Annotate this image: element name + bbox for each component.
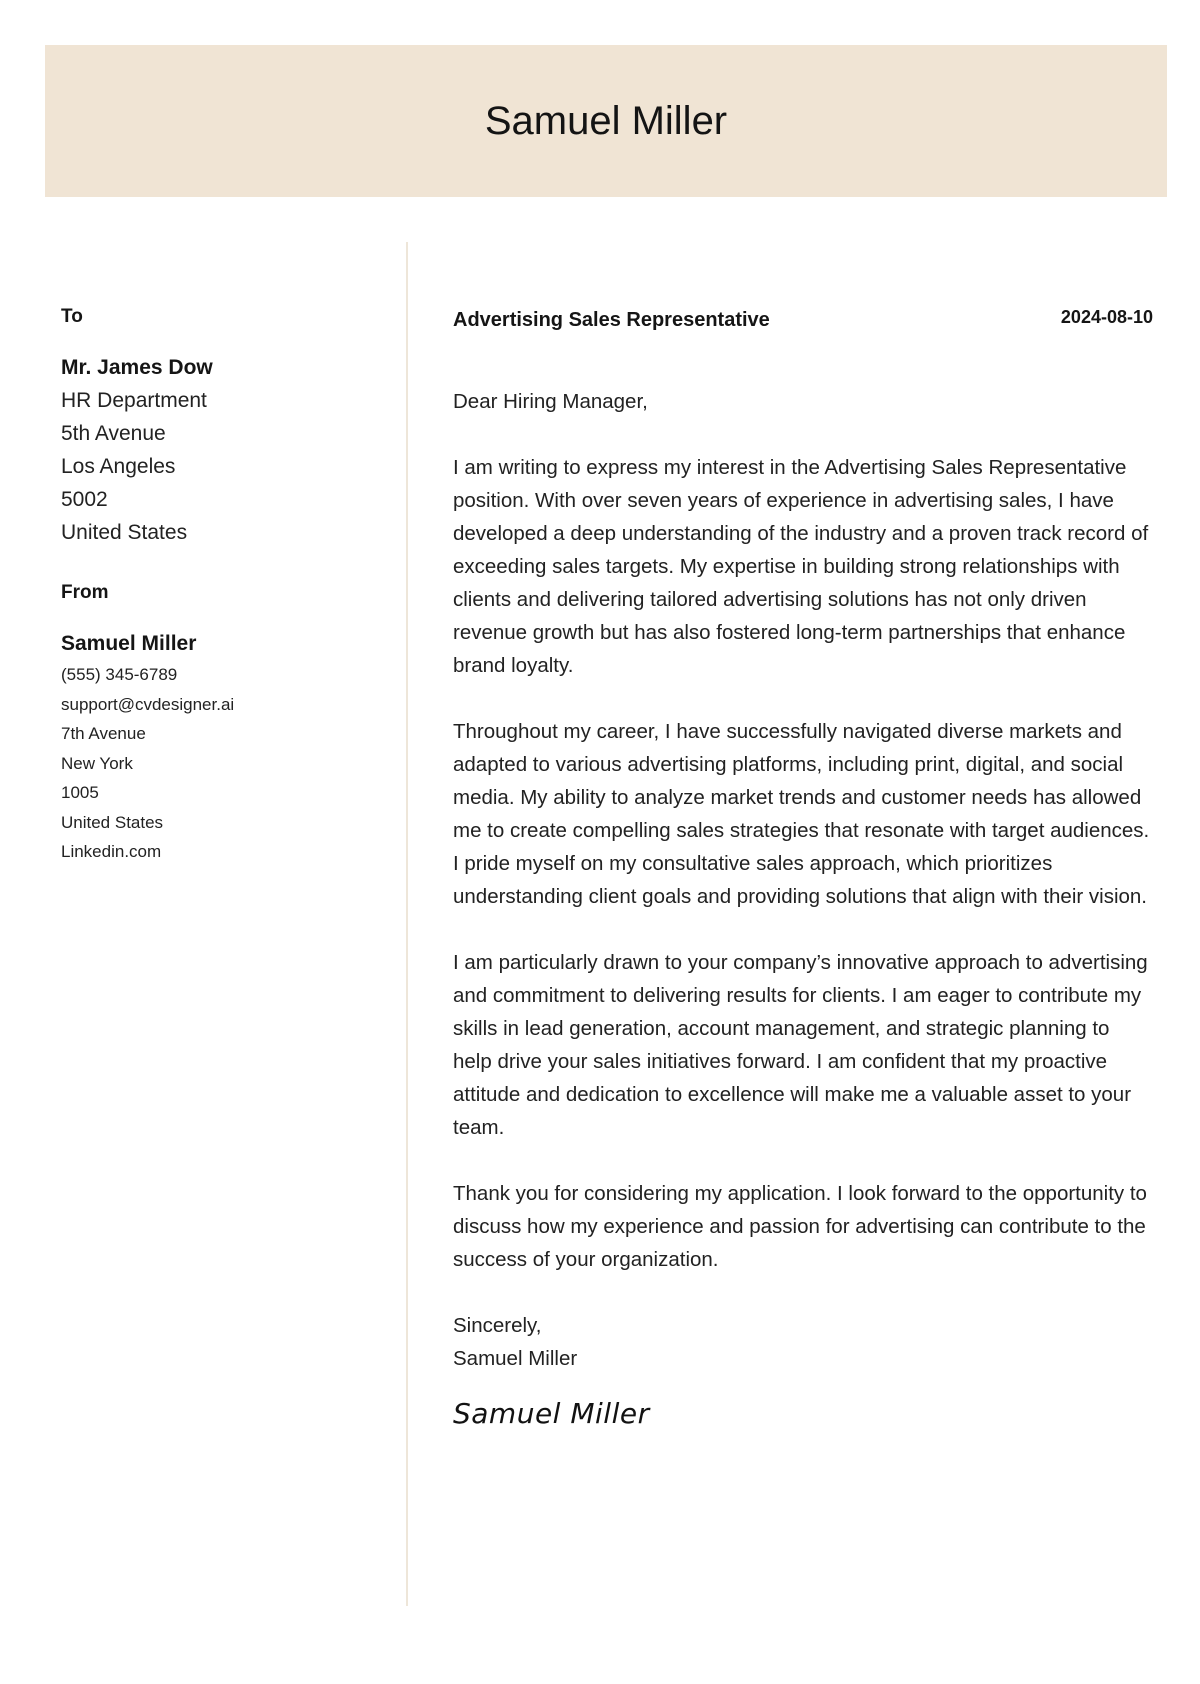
letter-date: 2024-08-10 [1060,307,1153,327]
from-label: From [61,582,109,603]
handwritten-signature: Samuel Miller [453,1397,650,1430]
recipient-block [61,353,381,549]
body-paragraph: Throughout my career, I have successfully navigated diverse markets and adapted to various advertising platforms, including print, digital, and social media. My ability to analyze market trends and customer needs has allowed me to create compelling sales strategies that resonate with target audiences. I pride myself on my consultative sales approach, which prioritizes understanding client goals and providing solutions that align with their vision. [453,720,1150,908]
sender-street: 7th Avenue [61,724,146,743]
applicant-name-heading: Samuel Miller [484,99,728,143]
sender-website: Linkedin.com [61,842,162,861]
body-paragraph: I am particularly drawn to your company’s innovative approach to advertising and commitment to delivering results for clients. I am eager to contribute my skills in lead generation, account management, and strategic planning to help drive your sales initiatives forward. I am confident that my proactive attitude and dedication to excellence will make me a valuable asset to your team. [453,951,1148,1139]
recipient-name: Mr. James Dow [61,356,213,379]
recipient-city: Los Angeles [61,455,176,478]
body-paragraph: Thank you for considering my application. I look forward to the opportunity to discuss how my experience and passion for advertising can contribute to the success of your organization. [453,1182,1147,1271]
recipient-department: HR Department [61,389,207,412]
sender-name: Samuel Miller [61,632,197,655]
job-title: Advertising Sales Representative [453,309,770,331]
closing-phrase: Sincerely, [453,1314,542,1337]
recipient-street: 5th Avenue [61,422,166,445]
sender-postal-code: 1005 [61,783,99,802]
letter-body [453,385,1153,1430]
closing-name: Samuel Miller [453,1347,578,1370]
salutation: Dear Hiring Manager, [453,390,648,413]
sender-country: United States [61,812,164,832]
sender-email: support@cvdesigner.ai [61,694,235,714]
sender-city: New York [61,753,133,773]
contact-sidebar [61,305,381,867]
recipient-postal-code: 5002 [61,488,108,511]
letter-title-row [453,305,1153,335]
body-paragraph: I am writing to express my interest in the Advertising Sales Representative position. With over seven years of experience in advertising sales, I have developed a deep understanding of the industry and a proven track record of exceeding sales targets. My expertise in building strong relationships with clients and delivering tailored advertising solutions has not only driven revenue growth but has also fostered long-term partnerships that enhance brand loyalty. [453,456,1149,677]
to-label: To [61,306,83,327]
sender-phone: (555) 345-6789 [61,665,178,684]
sender-block [61,629,381,867]
column-divider [406,242,408,1606]
recipient-country: United States [61,521,188,544]
letter-content [453,305,1153,1430]
header-banner [45,45,1167,197]
